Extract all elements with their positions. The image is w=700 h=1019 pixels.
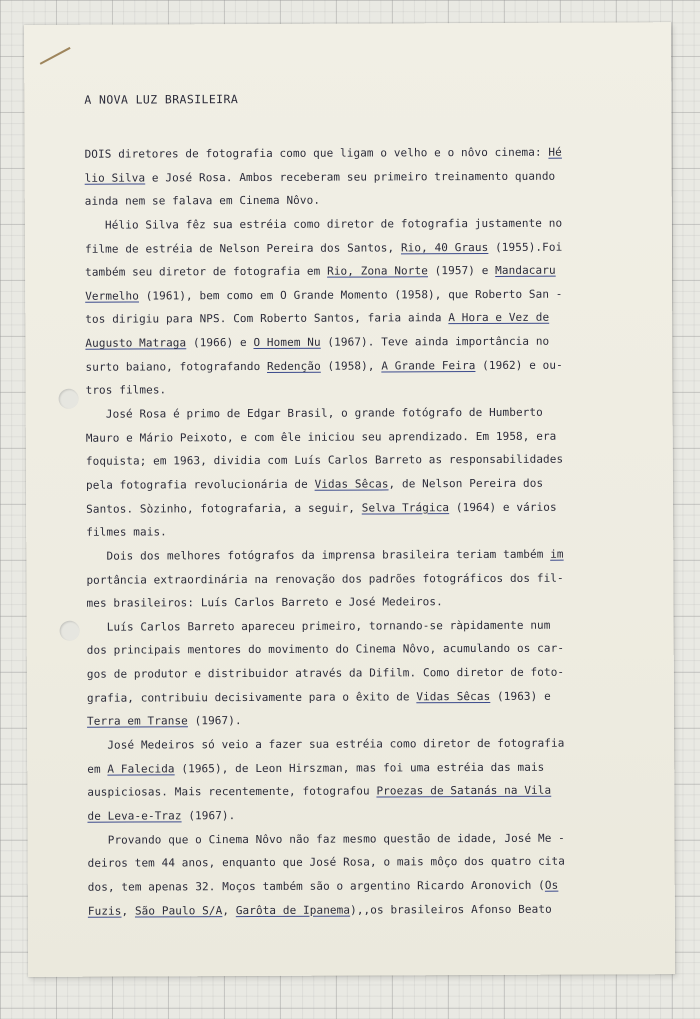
text-segment: ainda nem se falava em Cinema Nôvo. [84, 193, 321, 209]
text-line [85, 140, 660, 166]
text-segment: José Rosa é primo de Edgar Brasil, o grande fotógrafo de Humberto [85, 405, 543, 421]
text-segment: portância extraordinária na renovação dos padrões fotográficos dos fil- [86, 571, 564, 587]
text-segment: e José Rosa. Ambos receberam seu primeiro treinamento quando [145, 169, 556, 185]
text-segment: Hélio Silva fêz sua estréia como diretor de fotografia justamente no [84, 216, 563, 232]
text-segment: dos, tem apenas 32. Moços também são o argentino Ricardo Aronovich ( [87, 878, 545, 894]
text-line [86, 471, 661, 497]
text-segment: (1964) e vários [449, 500, 557, 514]
text-line [88, 897, 663, 923]
text-segment: (1963) e [490, 689, 551, 703]
text-segment: Provando que o Cinema Nôvo não faz mesmo questão de idade, José Me - [87, 831, 565, 847]
underlined-film-title: Rio, 40 Graus [400, 240, 489, 254]
text-line [87, 684, 662, 710]
text-line [85, 235, 660, 261]
text-line [85, 353, 660, 379]
text-line [86, 566, 661, 592]
text-segment: Luís Carlos Barreto apareceu primeiro, tornando-se ràpidamente num [86, 618, 551, 634]
underlined-film-title: Fuzis [87, 904, 122, 918]
text-segment: filmes mais. [86, 525, 167, 539]
text-line [88, 849, 663, 875]
underlined-film-title: Proezas de Satanás na Vila [376, 784, 552, 798]
text-line [88, 873, 663, 899]
text-segment: (1962) e ou- [475, 358, 563, 372]
text-segment: também seu diretor de fotografia em [85, 264, 328, 279]
text-segment: auspiciosas. Mais recentemente, fotografou [87, 784, 377, 800]
underlined-film-title: Vidas Sêcas [314, 477, 389, 491]
punch-hole-upper [59, 389, 79, 409]
text-segment: deiros tem 44 anos, enquanto que José Rosa, o mais môço dos quatro cita [87, 854, 565, 870]
text-line [88, 826, 663, 852]
underlined-film-title: Vermelho [85, 289, 139, 303]
text-line [86, 589, 661, 615]
underlined-film-title: im [550, 547, 564, 561]
underlined-film-title: Redenção [266, 359, 321, 373]
underlined-film-title: São Paulo S/A [134, 903, 223, 918]
underlined-film-title: de Leva-e-Traz [87, 809, 182, 823]
text-segment: (1957) e [427, 264, 496, 278]
text-segment: tos dirigiu para NPS. Com Roberto Santos, faria ainda [85, 311, 449, 327]
text-segment: surto baiano, fotografando [85, 359, 268, 374]
text-line [87, 708, 662, 734]
text-segment: mes brasileiros: Luís Carlos Barreto e José Medeiros. [86, 595, 443, 610]
text-segment: , de Nelson Pereira dos [388, 476, 544, 491]
text-line [87, 731, 662, 757]
text-segment: (1961), bem como em O Grande Momento (1958), que Roberto San - [138, 287, 563, 303]
text-segment: (1967). [181, 809, 236, 823]
text-line [86, 400, 661, 426]
text-line [87, 660, 662, 686]
text-segment: (1955).Foi [488, 240, 563, 254]
punch-hole-lower [60, 621, 80, 641]
text-segment: , [222, 903, 236, 917]
typed-body-text [85, 140, 663, 923]
text-segment: dos principais mentores do movimento do Cinema Nôvo, acumulando os car- [86, 642, 565, 658]
text-line [87, 779, 662, 805]
text-line [87, 637, 662, 663]
underlined-film-title: lio Silva [84, 171, 146, 185]
text-segment: gos de produtor e distribuidor através da Difilm. Como diretor de foto- [86, 665, 565, 681]
text-segment: ),,os brasileiros Afonso Beato [350, 902, 552, 917]
underlined-film-title: Selva Trágica [361, 500, 450, 515]
underlined-film-title: A Grande Feira [381, 358, 476, 373]
text-segment: em [87, 762, 108, 776]
text-segment: pela fotografia revolucionária de [85, 477, 315, 492]
text-line [87, 613, 662, 639]
underlined-film-title: Hé [548, 145, 562, 159]
text-line [86, 448, 661, 474]
text-segment: Mauro e Mário Peixoto, e com êle iniciou seu aprendizado. Em 1958, era [85, 429, 557, 445]
text-segment: (1966) e [186, 336, 254, 350]
text-line [85, 306, 660, 332]
underlined-film-title: A Hora e Vez de [448, 311, 550, 325]
underlined-film-title: Os [544, 878, 559, 892]
text-line [85, 188, 660, 214]
text-segment: grafia, contribuiu decisivamente para o êxito de [86, 690, 417, 705]
underlined-film-title: Mandacaru [495, 263, 556, 278]
page-title: A NOVA LUZ BRASILEIRA [84, 92, 239, 107]
text-line [86, 424, 661, 450]
underlined-film-title: Vidas Sêcas [416, 689, 491, 704]
text-segment: filme de estréia de Nelson Pereira dos Santos, [84, 240, 401, 256]
underlined-film-title: Terra em Transe [87, 714, 188, 729]
text-line [85, 282, 660, 308]
text-line [86, 495, 661, 521]
pencil-mark [40, 47, 71, 65]
text-line [86, 542, 661, 568]
text-segment: (1965), de Leon Hirszman, mas foi uma estréia das mais [174, 760, 545, 776]
text-segment: Santos. Sòzinho, fotografaria, a seguir, [86, 501, 362, 516]
underlined-film-title: A Falecida [107, 762, 175, 776]
paper-sheet [24, 22, 675, 977]
text-segment: DOIS diretores de fotografia como que ligam o velho e o nôvo cinema: [84, 145, 549, 161]
text-segment: foquista; em 1963, dividia com Luís Carlos Barreto as responsabilidades [85, 452, 564, 469]
text-line [86, 518, 661, 544]
text-line [85, 164, 660, 190]
underlined-film-title: Augusto Matraga [85, 336, 187, 350]
text-segment: José Medeiros só veio a fazer sua estréia como diretor de fotografia [87, 736, 565, 752]
text-segment: (1958), [320, 359, 382, 373]
text-line [87, 802, 662, 828]
text-segment: tros filmes. [85, 383, 167, 398]
text-line [86, 377, 661, 403]
text-segment: Dois dos melhores fotógrafos da imprensa brasileira teriam também [86, 547, 551, 563]
underlined-film-title: Garôta de Ipanema [235, 903, 351, 917]
text-line [85, 329, 660, 355]
text-segment: (1967). [187, 714, 242, 728]
text-line [85, 211, 660, 237]
underlined-film-title: Rio, Zona Norte [327, 264, 428, 278]
text-line [87, 755, 662, 781]
text-segment: (1967). Teve ainda importância no [320, 334, 550, 349]
text-line [85, 258, 660, 284]
underlined-film-title: O Homem Nu [253, 335, 321, 350]
text-segment: , [121, 904, 135, 918]
